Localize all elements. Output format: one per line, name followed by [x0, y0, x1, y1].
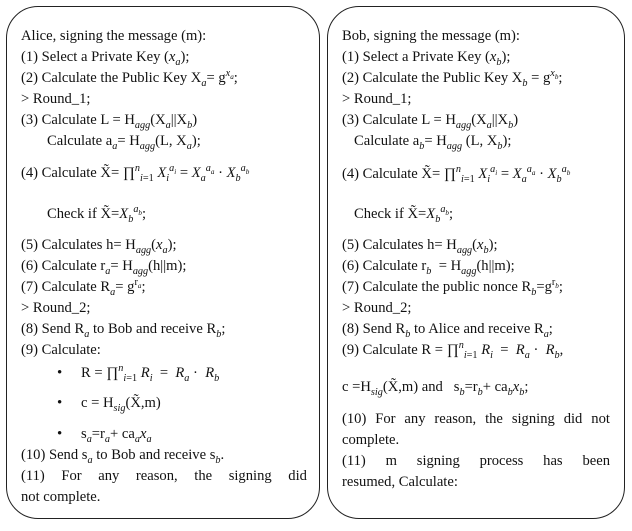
bob-step-3: (3) Calculate $L = H_{agg}(X_a||X_b)$	[342, 112, 519, 131]
bob-step-1: (1) Select a Private Key $(x_b)$;	[342, 49, 511, 68]
alice-step-2: (2) Calculate the Public Key $X_a= g^{x_a}$;	[21, 68, 238, 89]
bob-step-7: (7) Calculate the public nonce $R_b=g^{r_b}$;	[342, 277, 563, 298]
alice-step-3b: Calculate $a_a= H_{agg}(L$, $X_a$);	[47, 133, 201, 152]
alice-step-11b: not complete.	[21, 489, 101, 505]
bob-step-4: (4) Calculate X̃= ∏$^n_{i=1}$ $X_i^{a_i} = X_a^{a_a} \cdot X_b^{a_b}$	[342, 164, 571, 185]
bob-step-5: (5) Calculates $h= H_{agg}(x_b)$;	[342, 237, 498, 256]
bob-c-line: $c =H_{sig}(X̃,m)$ and $s_b=r_b+ ca_bx_b$;	[342, 379, 529, 398]
alice-step-3: (3) Calculate $L = H_{agg}(X_a||X_b)$	[21, 112, 198, 131]
alice-step-5: (5) Calculates $h= H_{agg}(x_a)$;	[21, 237, 177, 256]
alice-step-6: (6) Calculate $r_a= H_{agg}(h||m)$;	[21, 258, 187, 277]
alice-step-7: (7) Calculate $R_a= g^{r_a}$;	[21, 277, 146, 298]
bob-step-11: (11) m signing process has been	[342, 453, 610, 469]
alice-step-4: (4) Calculate X̃= ∏$^n_{i=1}$ $X_i^{a_i} = X_a^{a_a} \cdot X_b^{a_b}$	[21, 163, 250, 184]
alice-round-2: > Round_2;	[21, 300, 91, 316]
alice-title: Alice, signing the message (m):	[21, 28, 207, 44]
alice-bullet-3: • $s_a=r_a+ ca_ax_a$	[81, 426, 152, 443]
alice-round-1: > Round_1;	[21, 91, 91, 107]
alice-step-1: (1) Select a Private Key $(x_a)$;	[21, 49, 190, 68]
alice-step-8: (8) Send $R_a$ to Bob and receive $R_b$;	[21, 321, 226, 340]
bob-round-2: > Round_2;	[342, 300, 412, 316]
bob-step-10b: complete.	[342, 432, 400, 448]
bob-step-3b: Calculate $a_b= H_{agg}$ (L, $X_b$);	[354, 133, 512, 152]
alice-bullet-2: • $c = H_{sig}(X̃,m)$	[81, 395, 161, 412]
bob-check: Check if $X̃=X_b^{a_b}$;	[354, 204, 454, 225]
alice-bullet-1: • R = ∏$^n_{i=1}$ $R_i = R_a \cdot R_b$	[81, 365, 219, 382]
alice-step-11: (11) For any reason, the signing did	[21, 468, 307, 484]
bob-step-8: (8) Send $R_b$ to Alice and receive $R_a$;	[342, 321, 553, 340]
bob-step-6: (6) Calculate $r_b = H_{agg}(h||m)$;	[342, 258, 515, 277]
bob-step-2: (2) Calculate the Public Key $X_b = g^{x_b}$;	[342, 68, 563, 89]
alice-step-9: (9) Calculate:	[21, 342, 101, 358]
alice-check: Check if $X̃=X_b^{a_b}$;	[47, 204, 147, 225]
bob-step-10: (10) For any reason, the signing did not	[342, 411, 610, 427]
bob-round-1: > Round_1;	[342, 91, 412, 107]
bob-step-9: (9) Calculate R = ∏$^n_{i=1}$ $R_i = R_a \cdot R_b$,	[342, 340, 564, 361]
bob-panel	[327, 6, 625, 519]
bob-title: Bob, signing the message (m):	[342, 28, 520, 44]
alice-panel	[6, 6, 320, 519]
alice-step-10: (10) Send $s_a$ to Bob and receive $s_b$.	[21, 447, 225, 466]
bob-step-11b: resumed, Calculate:	[342, 474, 458, 490]
